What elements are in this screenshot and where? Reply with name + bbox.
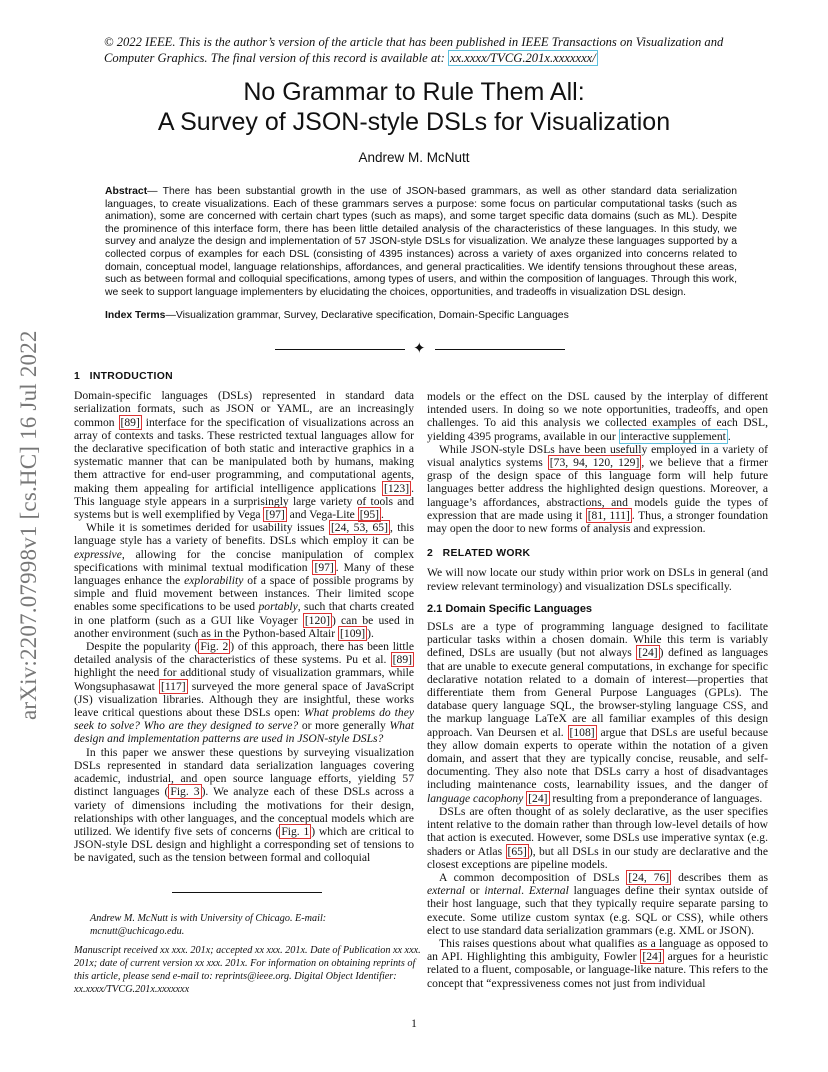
dsl-paragraph-2: DSLs are often thought of as solely declarative, as the user specifies intent relative to the domain rather than through low-level details of how that action is executed. However, some DSLs use imperative syntax (e.g. shaders or Atlas [65] ), but all DSLs in our study are declarative and the closest exceptions are pipeline models. (427, 804, 768, 871)
citation-link[interactable]: [117] (160, 679, 186, 693)
citation-link[interactable]: [73, 94, 120, 129] (549, 456, 640, 470)
divider-line-left (275, 349, 405, 350)
index-terms-label: Index Terms (105, 310, 166, 321)
paper-title-line-1: No Grammar to Rule Them All: (243, 78, 585, 106)
citation-link[interactable]: [65] (507, 844, 527, 858)
index-terms (105, 310, 737, 321)
right-column (427, 390, 768, 990)
figure-link[interactable]: Fig. 1 (281, 824, 310, 838)
divider-line-right (435, 349, 565, 350)
section-1-title: INTRODUCTION (89, 371, 173, 382)
related-work-intro: We will now locate our study within prior work on DSLs in general (and review relevant terminology) and visualization DSLs specifically. (427, 566, 768, 593)
intro-paragraph-1: Domain-specific languages (DSLs) represented in standard data serialization formats, such as JSON or YAML, are an increasingly common [89] interface for the specification of visualizations across an array of contexts and tasks. These restricted textual languages allow for the declarative specification of both static and interactive graphics in a systematic manner that can be manipulated both by humans, making them attractive for end-user programming, and computational agents, making them appealing for artificial intelligence applications [123] . This language style appears in a surprisingly large variety of tools and systems but is well exemplified by Vega [97] and Vega-Lite [95] . (74, 389, 414, 522)
citation-link[interactable]: [97] (314, 560, 334, 574)
affiliation-line-2: mcnutt@uchicago.edu. (90, 926, 185, 937)
citation-link[interactable]: [24, 76] (628, 870, 670, 884)
intro-paragraph-3: Despite the popularity ( Fig. 2 ) of this approach, there has been little detailed analysis of the characteristics of these systems. Pu et al. [89] highlight the need for additional study of visualization grammars, while Wongsuphasawat [117] surveyed the more general space of JavaScript (JS) visualization libraries. Although they are insightful, these works leave critical questions about these DSLs open: What problems do they seek to solve? Who are they designed to serve? or more generally What design and implementation patterns are used in JSON-style DSLs? (74, 640, 414, 746)
citation-link[interactable]: [24] (528, 791, 548, 805)
figure-link[interactable]: Fig. 3 (170, 785, 200, 799)
dsl-paragraph-3: A common decomposition of DSLs [24, 76] describes them as external or internal. External languages define their syntax outside of their host language, such that they typically require separate parsing to execute. Some utilize custom syntax (e.g. SQL or CSS), while others elect to use standard data serialization grammars (e.g. XML or JSON). (427, 870, 768, 937)
arxiv-sidebar-stamp: arXiv:2207.07998v1 [cs.HC] 16 Jul 2022 (16, 330, 41, 720)
page-number: 1 (411, 1018, 417, 1030)
subsection-2-1-heading: 2.1 Domain Specific Languages (427, 602, 593, 615)
affiliation-line-1: Andrew M. McNutt is with University of Chicago. E-mail: (90, 913, 327, 924)
citation-link[interactable]: [24] (638, 646, 658, 660)
intro-paragraph-6: While JSON-style DSLs have been usefully employed in a variety of visual analytics systems [73, 94, 120, 129] , we believe that a firmer grasp of the design space of this language form will help future languages better address the highlighted design questions. Moreover, a language’s affordances, abstractions, and models guide the types of expression that are made using it [81, 111] . Thus, a stronger foundation may open the door to new forms of analysis and expression. (427, 442, 768, 536)
abstract (105, 186, 737, 299)
copyright-notice (104, 34, 744, 66)
intro-paragraph-2: While it is sometimes derided for usability issues [24, 53, 65] , this language style has a variety of benefits. DSLs which employ it can be expressive, allowing for the concise manipulation of complex specifications with minimal textual modification [97] . Many of these languages enhance the explorability of a space of possible programs by simple and fluid movement between instances. Their limited scope enables some specifications to be used portably, such that charts created in one platform (such as a GUI like Voyager [120] ) can be used in another environment (such as in the Python-based Altair [109] ). (74, 521, 415, 640)
paper-title-line-2: A Survey of JSON-style DSLs for Visualization (157, 108, 671, 136)
citation-link[interactable]: [97] (265, 508, 285, 522)
copyright-line-2: Computer Graphics. The final version of this record is available at: (104, 51, 448, 65)
footnote-rule (172, 892, 322, 893)
left-column (74, 370, 414, 865)
author-name: Andrew M. McNutt (358, 150, 470, 165)
citation-link[interactable]: [24, 53, 65] (330, 521, 388, 535)
diamond-icon: ✦ (413, 341, 426, 357)
manuscript-info: Manuscript received xx xxx. 201x; accepted xx xxx. 201x. Date of Publication xx xxx. 201x; date of current version xx xxx. 201x. For information on obtaining reprints of this article, please send e-mail to: reprints@ieee.org. Digital Object Identifier: xx.xxxx/TVCG.201x.xxxxxxx (74, 945, 421, 995)
figure-link[interactable]: Fig. 2 (200, 640, 229, 654)
section-1-heading (74, 370, 414, 383)
intro-paragraph-4: In this paper we answer these questions by surveying visualization DSLs represented in standard data serialization languages covering academic, industrial, and open source language efforts, yielding 57 distinct languages ( Fig. 3 ). We analyze each of these DSLs across a variety of dimensions including the motivations for their design, relationships with other languages, and the conceptual models which are utilized. We identify five sets of concerns ( Fig. 1 ) which are critical to JSON-style DSL design and highlight a corresponding set of tensions to be navigated, such as the tension between formal and colloquial (74, 745, 415, 865)
citation-link[interactable]: [109] (340, 626, 366, 640)
citation-link[interactable]: [123] (383, 481, 410, 495)
citation-link[interactable]: [89] (392, 653, 412, 667)
section-divider (275, 341, 565, 357)
citation-link[interactable]: [24] (642, 950, 662, 964)
doi-link[interactable]: xx.xxxx/TVCG.201x.xxxxxxx/ (449, 51, 596, 65)
citation-link[interactable]: [108] (569, 725, 595, 739)
supplement-link[interactable]: interactive supplement (620, 429, 726, 443)
citation-link[interactable]: [120] (304, 613, 330, 627)
intro-paragraph-5: models or the effect on the DSL caused by the interplay of different intended users. In doing so we note opportunities, tradeoffs, and open challenges. To aid this analysis we collected examples of each DSL, yielding 4395 programs, available in our interactive supplement . (427, 390, 768, 443)
dsl-paragraph-4: This raises questions about what qualifies as a language as opposed to an API. Highlighting this ambiguity, Fowler [24] argues for a heuristic related to a fluent, composable, or language-like nature. This refers to the concept that “expressiveness comes not just from individual (427, 936, 768, 990)
section-2-heading (427, 547, 768, 560)
copyright-line-1: © 2022 IEEE. This is the author’s version of the article that has been published in IEEE Transactions on Visualization and (104, 35, 724, 49)
section-2-title: RELATED WORK (442, 548, 531, 560)
dsl-paragraph-1: DSLs are a type of programming language designed to facilitate particular tasks within a chosen domain. While this term is variably defined, DSLs are usually (but not always [24] ) defined as languages that are unable to execute general computations, in exchange for specific declarative notation related to a domain of interest—properties that differentiate them from General Purpose Languages (GPLs). The database query language SQL, the browser-styling language CSS, and the markup language LaTeX are all familiar examples of this design approach. Van Deursen et al. [108] argue that DSLs are useful because they allow domain experts to operate within the notation of a given domain, and assert that they are typically concise, reusable, and self-documenting. They also note that DSLs carry a host of disadvantages including maintenance costs, learnability issues, and the danger of language cacophony [24] resulting from a preponderance of languages. (427, 620, 768, 805)
abstract-text: — There has been substantial growth in the use of JSON-based grammars, as well as other standard data serialization languages, to create visualizations. Each of these grammars serves a purpose: some focus on particular computational tasks (such as animation), some are concerned with certain chart types (such as maps), and some target specific data domains (such as ML). Despite the prominence of this interface form, there has been little detailed analysis of the characteristics of these languages. In this study, we survey and analyze the design and implementation of 57 JSON-style DSLs for visualization. We analyze these languages supported by a collected corpus of examples for each DSL (consisting of 4395 instances) across a variety of axes organized into concerns related to domain, conceptual model, language relationships, affordances, and general practicalities. We identify tensions throughout these areas, such as between formal and colloquial specifications, among types of users, and within the composition of languages. Through this work, we seek to support language implementers by elucidating the choices, opportunities, and tradeoffs in visualization DSL design. (105, 186, 737, 298)
citation-link[interactable]: [95] (359, 508, 380, 522)
section-2-number: 2 (427, 548, 434, 560)
abstract-label: Abstract (105, 186, 148, 197)
author-affiliation (74, 912, 429, 938)
citation-link[interactable]: [89] (120, 415, 140, 429)
section-1-number: 1 (74, 371, 81, 382)
citation-link[interactable]: [81, 111] (587, 508, 630, 522)
index-terms-text: —Visualization grammar, Survey, Declarative specification, Domain-Specific Languages (165, 310, 569, 321)
